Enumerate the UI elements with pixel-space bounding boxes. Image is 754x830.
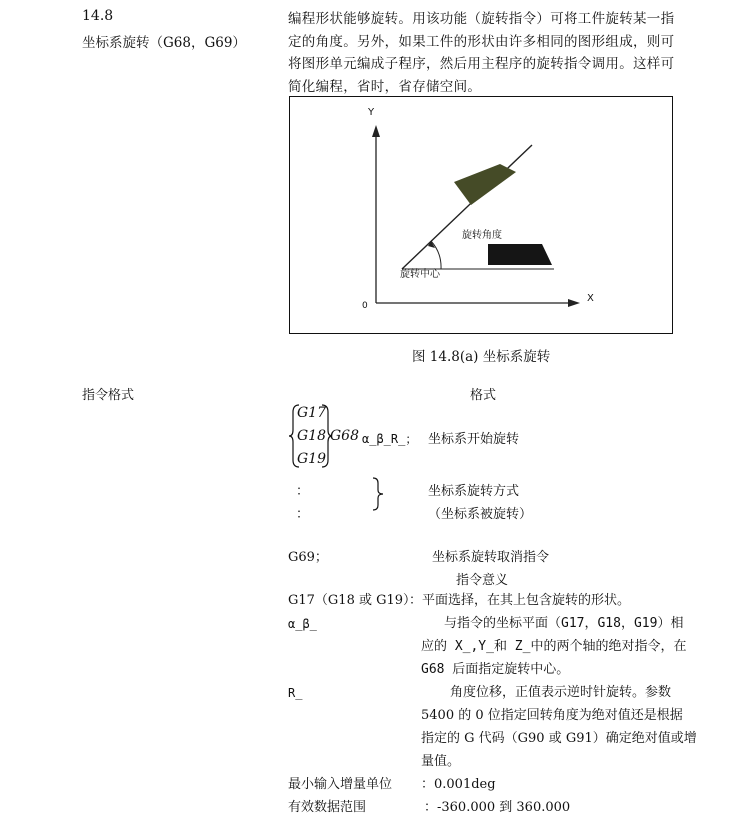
g68-code: G68 bbox=[330, 428, 359, 444]
format-header: 格式 bbox=[470, 388, 497, 403]
r-desc-3: 指定的 G 代码（G90 或 G91）确定绝对值或增 bbox=[421, 731, 697, 746]
original-shape bbox=[488, 244, 552, 265]
colon-line-2: ： bbox=[296, 507, 310, 522]
command-format-label: 指令格式 bbox=[82, 388, 135, 403]
ab-desc-1: 与指令的坐标平面（G17，G18，G19）相 bbox=[444, 616, 684, 631]
section-number: 14.8 bbox=[82, 8, 114, 24]
intro-paragraph: 编程形状能够旋转。用该功能（旋转指令）可将工件旋转某一指定的角度。另外，如果工件的形状由许多相同的图形组成，则可将图形单元编成子程序，然后用主程序的旋转指令调用。这样可简化编程，省时，省存储空间。 bbox=[288, 11, 675, 95]
rotation-mode-desc: 坐标系旋转方式 bbox=[428, 484, 520, 499]
rotation-figure bbox=[289, 96, 673, 334]
ab-term: α_β_ bbox=[288, 617, 317, 631]
angle-label: 旋转角度 bbox=[462, 230, 502, 241]
plane-g18: G18 bbox=[297, 428, 326, 444]
center-label: 旋转中心 bbox=[400, 269, 440, 280]
plane-term: G17（G18 或 G19） bbox=[288, 593, 417, 608]
colon-line-1: ： bbox=[296, 484, 310, 499]
figure-caption: 图 14.8(a) 坐标系旋转 bbox=[412, 349, 551, 365]
plane-g19: G19 bbox=[297, 451, 326, 467]
r-desc-2: 5400 的 0 位指定回转角度为绝对值还是根据 bbox=[421, 708, 683, 723]
valid-range-value: ：-360.000 到 360.000 bbox=[424, 800, 571, 815]
meaning-header: 指令意义 bbox=[456, 573, 509, 588]
section-title: 坐标系旋转（G68，G69） bbox=[82, 35, 246, 51]
y-axis-label: Y bbox=[368, 107, 375, 118]
x-axis-arrow bbox=[568, 299, 580, 307]
r-term: R_ bbox=[288, 686, 303, 700]
min-increment-term: 最小输入增量单位 bbox=[288, 777, 393, 792]
ab-desc-2: 应的 X_,Y_和 Z_中的两个轴的绝对指令，在 bbox=[421, 639, 687, 654]
plane-g17: G17 bbox=[297, 405, 326, 421]
r-desc-1: 角度位移，正值表示逆时针旋转。参数 bbox=[450, 685, 672, 700]
rotation-start-desc: 坐标系开始旋转 bbox=[428, 432, 520, 447]
g68-args: α_β_R_； bbox=[362, 432, 418, 446]
plane-desc: ：平面选择，在其上包含旋转的形状。 bbox=[409, 593, 631, 608]
rotated-shape bbox=[454, 164, 516, 205]
r-desc-4: 量值。 bbox=[421, 754, 461, 769]
origin-label: 0 bbox=[362, 301, 368, 311]
mode-brace bbox=[372, 477, 384, 511]
x-axis-label: X bbox=[587, 293, 594, 304]
y-axis-arrow bbox=[372, 125, 380, 137]
ab-desc-3: G68 后面指定旋转中心。 bbox=[421, 662, 570, 677]
valid-range-term: 有效数据范围 bbox=[288, 800, 367, 815]
min-increment-value: ：0.001deg bbox=[421, 777, 496, 792]
g69-code: G69； bbox=[288, 550, 328, 565]
rotation-diagram bbox=[290, 97, 674, 335]
rotation-cancel-desc: 坐标系旋转取消指令 bbox=[432, 550, 550, 565]
rotation-mode-desc-2: （坐标系被旋转） bbox=[428, 507, 533, 522]
